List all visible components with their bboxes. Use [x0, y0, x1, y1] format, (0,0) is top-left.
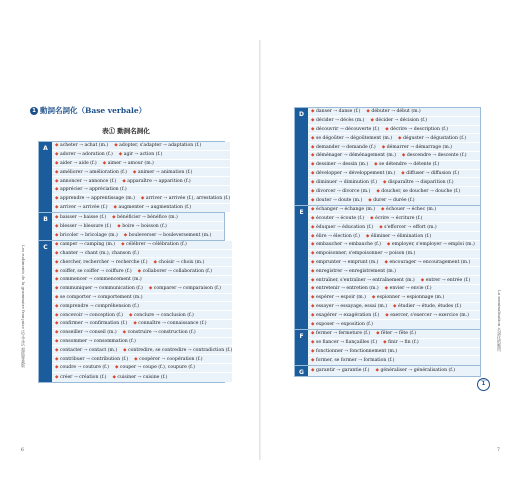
bullet-icon: ◆ — [311, 303, 315, 309]
vocab-entry: diminuer → diminution (f.) — [315, 179, 378, 185]
vocab-entry: déménager → déménagement (m.) — [315, 153, 396, 159]
vocab-entry: emprunter → emprunt (m.) — [315, 259, 379, 265]
vocab-entry: généraliser → généralisation (f.) — [380, 368, 456, 373]
table-row — [308, 356, 480, 365]
bullet-icon: ◆ — [55, 232, 59, 238]
vocab-entry: débuter → début (m.) — [371, 109, 421, 115]
vocab-entry: enregistrer → enregistrement (m.) — [315, 268, 396, 274]
vocab-entry: durer → durée (f.) — [373, 197, 415, 203]
bullet-icon: ◆ — [311, 331, 315, 337]
left-vocab-table — [38, 141, 233, 383]
bullet-icon: ◆ — [117, 223, 121, 229]
vocab-entry: décider → décès (m.) — [315, 118, 365, 124]
bullet-icon: ◆ — [383, 179, 387, 185]
table-row — [308, 303, 480, 312]
vocab-entry: coopérer → coopération (f.) — [139, 356, 203, 362]
bullet-icon: ◆ — [311, 179, 315, 185]
vocab-entry: se fiancer → fiançailles (f.) — [315, 340, 378, 346]
table-row — [52, 311, 232, 320]
bullet-icon: ◆ — [55, 242, 59, 248]
vocab-entry: annoncer → annonce (f.) — [59, 178, 117, 184]
bullet-icon: ◆ — [420, 277, 425, 283]
table-row — [308, 178, 480, 187]
vocab-entry: entretenir → entretien (m.) — [315, 286, 379, 292]
vocab-entry: agir → action (f.) — [123, 152, 163, 158]
section-letter: G — [295, 366, 308, 376]
table-row — [52, 222, 224, 231]
bullet-icon: ◆ — [311, 322, 315, 328]
bullet-icon: ◆ — [140, 196, 145, 202]
vocab-entry: garantir → garantie (f.) — [315, 368, 370, 373]
bullet-icon: ◆ — [55, 303, 59, 309]
table-row — [308, 330, 480, 339]
vocab-entry: écrire → écriture (f.) — [375, 215, 423, 221]
table-row — [52, 213, 224, 222]
bullet-icon: ◆ — [122, 178, 126, 184]
bullet-icon: ◆ — [368, 197, 372, 203]
vocab-entry: contribuer → contribution (f.) — [59, 356, 129, 362]
table-row — [52, 355, 232, 364]
vocab-entry: démarrer → démarrage (m.) — [386, 144, 452, 150]
bullet-icon: ◆ — [311, 153, 315, 159]
vocab-entry: communiquer → communication (f.) — [59, 286, 143, 292]
vocab-entry: essayer → essayage, essai (m.) — [315, 303, 388, 309]
bullet-icon: ◆ — [311, 368, 315, 373]
right-page-number: 7 — [497, 448, 500, 453]
vocab-entry: employer, s'employer → emploi (m.) — [391, 242, 475, 248]
vocab-entry: acheter → achat (m.) — [59, 143, 109, 149]
vocab-entry: arriver → arrivée (f.), arrestation (f.) — [145, 196, 231, 202]
table-row — [308, 241, 480, 250]
vocab-entry: confirmer → confirmation (f.) — [59, 321, 128, 327]
vocab-entry: chanter → chant (m.), chanson (f.) — [59, 250, 139, 256]
bullet-icon: ◆ — [311, 162, 315, 168]
lesson-badge — [477, 378, 490, 391]
bullet-icon: ◆ — [311, 251, 315, 257]
vocab-entry: contredire, se contredire → contradiction (f.) — [128, 347, 233, 353]
letter-section-f — [295, 330, 480, 366]
table-row — [308, 250, 480, 259]
vocab-entry: fonctionner → fonctionnement (m.) — [315, 348, 398, 354]
bullet-icon: ◆ — [374, 162, 378, 168]
vocab-entry: décrire → description (f.) — [390, 126, 449, 132]
bullet-icon: ◆ — [385, 126, 389, 132]
table-row — [52, 320, 232, 329]
bullet-icon: ◆ — [55, 365, 59, 371]
bullet-icon: ◆ — [148, 286, 153, 292]
bullet-icon: ◆ — [55, 178, 59, 184]
bullet-icon: ◆ — [132, 169, 137, 175]
section-rows — [52, 142, 230, 212]
bullet-icon: ◆ — [55, 259, 59, 265]
bullet-icon: ◆ — [112, 374, 116, 380]
bullet-icon: ◆ — [55, 312, 59, 318]
vocab-entry: entrer → entrée (f.) — [425, 277, 471, 283]
bullet-icon: ◆ — [370, 215, 374, 221]
vocab-entry: dessiner → dessin (m.) — [315, 162, 369, 168]
vocab-entry: descendre → descente (f.) — [406, 153, 467, 159]
bullet-icon: ◆ — [137, 268, 142, 274]
bullet-icon: ◆ — [311, 118, 315, 124]
vocab-entry: danser → danse (f.) — [315, 109, 361, 115]
letter-section-d — [295, 108, 480, 206]
table-row — [52, 294, 232, 303]
vocab-entry: aimer → amour (m.) — [107, 160, 154, 166]
bullet-icon: ◆ — [55, 223, 59, 229]
table-row — [308, 108, 480, 117]
bullet-icon: ◆ — [55, 347, 59, 353]
bullet-icon: ◆ — [398, 135, 402, 141]
bullet-icon: ◆ — [133, 321, 137, 327]
table-row — [308, 134, 480, 143]
bullet-icon: ◆ — [384, 286, 389, 292]
vocab-entry: espérer → espoir (m.) — [315, 295, 366, 301]
bullet-icon: ◆ — [384, 259, 388, 265]
vocab-entry: construire → construction (f.) — [127, 330, 196, 336]
vocab-entry: diffuser → diffusion (f.) — [406, 170, 460, 176]
vocab-entry: échouer → échec (m.) — [385, 207, 437, 213]
bullet-icon: ◆ — [55, 294, 59, 300]
table-row — [52, 151, 230, 160]
table-title: 表① 動詞名詞化 — [102, 127, 150, 135]
bullet-icon: ◆ — [376, 188, 380, 194]
vocab-entry: bricoler → bricolage (m.) — [59, 232, 118, 238]
vocab-entry: boire → boisson (f.) — [122, 223, 167, 229]
table-row — [308, 366, 480, 375]
section-title — [30, 105, 146, 116]
bullet-icon: ◆ — [393, 303, 397, 309]
bullet-icon: ◆ — [311, 207, 315, 213]
bullet-icon: ◆ — [55, 268, 59, 274]
table-row — [308, 267, 480, 276]
table-row — [52, 204, 230, 213]
bullet-icon: ◆ — [401, 153, 406, 159]
vocab-entry: former, se former → formation (f.) — [315, 358, 395, 364]
vocab-entry: conseiller → conseil (m.) — [59, 330, 117, 336]
vocab-entry: déguster → dégustation (f.) — [402, 135, 466, 141]
vocab-entry: se détendre → détente (f.) — [379, 162, 440, 168]
bullet-icon: ◆ — [386, 242, 391, 248]
section-rows — [308, 330, 480, 365]
table-row — [52, 267, 232, 276]
bullet-icon: ◆ — [55, 169, 59, 175]
vocab-entry: doucher, se doucher → douche (f.) — [381, 188, 461, 194]
bullet-icon: ◆ — [311, 268, 315, 274]
bullet-icon: ◆ — [55, 286, 59, 292]
bullet-icon: ◆ — [311, 233, 315, 239]
vocab-entry: étudier → étude, études (f.) — [397, 303, 462, 309]
vocab-entry: coudre → couture (f.) — [59, 365, 109, 371]
vocab-entry: améliorer → amélioration (f.) — [59, 169, 127, 175]
table-row — [52, 276, 232, 285]
section-number: 1 — [30, 107, 38, 115]
table-row — [308, 223, 480, 232]
bullet-icon: ◆ — [371, 295, 376, 301]
table-row — [308, 259, 480, 268]
vocab-entry: embaucher → embauche (f.) — [315, 242, 381, 248]
bullet-icon: ◆ — [113, 205, 117, 211]
letter-section-b — [39, 213, 224, 240]
bullet-icon: ◆ — [311, 312, 315, 318]
bullet-icon: ◆ — [370, 118, 374, 124]
bullet-icon: ◆ — [365, 233, 370, 239]
vocab-entry: envier → envie (f.) — [389, 286, 432, 292]
bullet-icon: ◆ — [123, 232, 128, 238]
bullet-icon: ◆ — [55, 160, 59, 166]
vocab-entry: aider → aide (f.) — [59, 160, 97, 166]
left-page-number: 6 — [21, 448, 24, 453]
table-row — [52, 186, 230, 195]
section-rows — [308, 366, 480, 376]
vocab-entry: élire → élection (f.) — [315, 233, 360, 239]
table-row — [308, 187, 480, 196]
vocab-entry: couper → coupe (f.), coupure (f.) — [119, 365, 195, 371]
bullet-icon: ◆ — [55, 187, 59, 193]
vocab-entry: empoisonner, s'empoisonner → poison (m.) — [315, 251, 416, 257]
vocab-entry: coiffer, se coiffer → coiffure (f.) — [59, 268, 132, 274]
bullet-icon: ◆ — [311, 340, 315, 346]
table-row — [308, 285, 480, 294]
bullet-icon: ◆ — [134, 356, 138, 362]
bullet-icon: ◆ — [55, 374, 59, 380]
bullet-icon: ◆ — [385, 312, 389, 318]
bullet-icon: ◆ — [311, 277, 315, 283]
bullet-icon: ◆ — [311, 224, 315, 230]
section-rows — [52, 213, 224, 239]
right-running-head: La nominalisation 名詞化的應用 — [497, 290, 502, 352]
bullet-icon: ◆ — [114, 365, 119, 371]
vocab-entry: fermer → fermeture (f.) — [315, 331, 371, 337]
bullet-icon: ◆ — [55, 196, 59, 202]
table-row — [52, 250, 232, 259]
table-row — [308, 339, 480, 348]
table-row — [52, 364, 232, 373]
bullet-icon: ◆ — [311, 135, 315, 141]
table-row — [52, 160, 230, 169]
vocab-entry: éliminer → élimination (f.) — [370, 233, 432, 239]
vocab-entry: camper → camping (m.) — [59, 242, 116, 248]
table-row — [308, 320, 480, 329]
vocab-entry: finir → fin (f.) — [388, 340, 419, 346]
vocab-entry: animer → animation (f.) — [137, 169, 193, 175]
table-row — [308, 294, 480, 303]
bullet-icon: ◆ — [112, 214, 116, 220]
bullet-icon: ◆ — [55, 330, 59, 336]
section-title-text: 動詞名詞化（Base verbale） — [40, 106, 147, 115]
section-letter: F — [295, 330, 308, 365]
bullet-icon: ◆ — [122, 330, 127, 336]
vocab-entry: connaître → connaissance (f.) — [138, 321, 207, 327]
bullet-icon: ◆ — [375, 368, 379, 373]
vocab-entry: encourager → encouragement (m.) — [389, 259, 471, 265]
bullet-icon: ◆ — [55, 250, 59, 256]
vocab-entry: échanger → échange (m.) — [315, 207, 376, 213]
vocab-entry: entraîner, s'entraîner → entraînement (m.) — [315, 277, 415, 283]
vocab-entry: comparer → comparaison (f.) — [153, 286, 221, 292]
letter-section-g — [295, 366, 480, 376]
lesson-badge-number: 1 — [481, 380, 486, 387]
left-running-head: Les rudiments de la grammaire française 法文文法 超級專業版 — [21, 245, 26, 368]
section-letter: C — [39, 241, 52, 382]
vocab-entry: se dégoûter → dégoûtement (m.) — [315, 135, 392, 141]
bullet-icon: ◆ — [381, 207, 385, 213]
vocab-entry: arriver → arrivée (f.) — [59, 205, 108, 211]
bullet-icon: ◆ — [311, 259, 315, 265]
bullet-icon: ◆ — [311, 215, 315, 221]
section-rows — [52, 241, 232, 382]
vocab-entry: apprendre → apprentissage (m.) — [59, 196, 135, 202]
table-row — [308, 311, 480, 320]
bullet-icon: ◆ — [311, 242, 315, 248]
vocab-entry: célébrer → célébration (f.) — [126, 242, 187, 248]
vocab-entry: conclure → conclusion (f.) — [133, 312, 194, 318]
bullet-icon: ◆ — [102, 160, 107, 166]
bullet-icon: ◆ — [311, 358, 315, 364]
vocab-entry: adopter, s'adapter → adaptation (f.) — [119, 143, 202, 149]
vocab-entry: blesser → blessure (f.) — [59, 223, 112, 229]
letter-section-e — [295, 206, 480, 330]
vocab-entry: consommer → consommation (f.) — [59, 338, 136, 344]
vocab-entry: contacter → contact (m.) — [59, 347, 118, 353]
vocab-entry: découvrir → découverte (f.) — [315, 126, 380, 132]
vocab-entry: développer → développement (m.) — [315, 170, 396, 176]
bullet-icon: ◆ — [311, 348, 315, 354]
bullet-icon: ◆ — [383, 340, 387, 346]
bullet-icon: ◆ — [55, 338, 59, 344]
vocab-entry: apprécier → appréciation (f.) — [59, 187, 127, 193]
vocab-entry: chercher, rechercher → recherche (f.) — [59, 259, 148, 265]
table-row — [308, 161, 480, 170]
right-vocab-table — [294, 107, 481, 377]
bullet-icon: ◆ — [311, 197, 315, 203]
vocab-entry: exposer → exposition (f.) — [315, 322, 373, 328]
section-letter: A — [39, 142, 52, 212]
table-row — [308, 126, 480, 135]
vocab-entry: comprendre → compréhension (f.) — [59, 303, 139, 309]
lesson-badge-label: Leçon — [479, 378, 488, 382]
bullet-icon: ◆ — [311, 109, 315, 115]
bullet-icon: ◆ — [55, 143, 59, 149]
bullet-icon: ◆ — [311, 295, 315, 301]
vocab-entry: baisser → baisse (f.) — [59, 214, 107, 220]
table-row — [308, 117, 480, 126]
section-rows — [308, 108, 480, 205]
bullet-icon: ◆ — [381, 144, 386, 150]
vocab-entry: fêter → fête (f.) — [381, 331, 417, 337]
vocab-entry: décider → décision (f.) — [375, 118, 428, 124]
vocab-entry: éduquer → éducation (f.) — [315, 224, 374, 230]
section-letter: B — [39, 213, 52, 239]
vocab-entry: bouleverser → bouleversement (m.) — [128, 232, 212, 238]
table-row — [52, 241, 232, 250]
table-row — [52, 373, 232, 382]
bullet-icon: ◆ — [55, 356, 59, 362]
vocab-entry: concevoir → conception (f.) — [59, 312, 123, 318]
vocab-entry: espionner → espionnage (m.) — [376, 295, 445, 301]
table-row — [52, 285, 232, 294]
table-row — [308, 196, 480, 205]
bullet-icon: ◆ — [379, 224, 383, 230]
letter-section-c — [39, 241, 233, 382]
table-row — [308, 170, 480, 179]
table-row — [52, 195, 230, 204]
table-row — [308, 276, 480, 285]
table-row — [52, 302, 232, 311]
vocab-entry: cuisiner → cuisine (f.) — [117, 374, 168, 380]
table-row — [308, 152, 480, 161]
table-row — [52, 258, 232, 267]
vocab-entry: apparaître → apparition (f.) — [127, 178, 191, 184]
bullet-icon: ◆ — [376, 331, 380, 337]
vocab-entry: commencer → commencement (m.) — [59, 277, 142, 283]
bullet-icon: ◆ — [401, 170, 405, 176]
bullet-icon: ◆ — [55, 214, 59, 220]
bullet-icon: ◆ — [153, 259, 157, 265]
bullet-icon: ◆ — [55, 321, 59, 327]
vocab-entry: exercer, s'exercer → exercice (m.) — [390, 312, 469, 318]
vocab-entry: exagérer → exagération (f.) — [315, 312, 380, 318]
vocab-entry: créer → création (f.) — [59, 374, 107, 380]
bullet-icon: ◆ — [311, 126, 315, 132]
bullet-icon: ◆ — [311, 188, 315, 194]
vocab-entry: demander → demande (f.) — [315, 144, 376, 150]
vocab-entry: divorcer → divorce (m.) — [315, 188, 371, 194]
table-row — [52, 338, 232, 347]
vocab-entry: s'efforcer → effort (m.) — [384, 224, 437, 230]
table-row — [308, 232, 480, 241]
bullet-icon: ◆ — [128, 312, 133, 318]
table-row — [52, 168, 230, 177]
letter-section-a — [39, 142, 231, 213]
vocab-entry: se comporter → comportement (m.) — [59, 294, 143, 300]
book-gutter — [259, 40, 261, 460]
table-row — [52, 177, 230, 186]
bullet-icon: ◆ — [366, 109, 370, 115]
bullet-icon: ◆ — [55, 205, 59, 211]
bullet-icon: ◆ — [118, 152, 123, 158]
bullet-icon: ◆ — [123, 347, 127, 353]
vocab-entry: bénéficier → bénéfice (m.) — [117, 214, 178, 220]
table-row — [308, 348, 480, 357]
vocab-entry: choisir → choix (m.) — [158, 259, 205, 265]
vocab-entry: augmenter → augmentation (f.) — [118, 205, 192, 211]
table-row — [308, 206, 480, 215]
vocab-entry: collaborer → collaboration (f.) — [142, 268, 212, 274]
table-row — [308, 215, 480, 224]
vocab-entry: écouter → écoute (f.) — [315, 215, 365, 221]
bullet-icon: ◆ — [311, 286, 315, 292]
vocab-entry: disparaître → disparition (f.) — [388, 179, 454, 185]
vocab-entry: douter → doute (m.) — [315, 197, 363, 203]
table-row — [52, 142, 230, 151]
bullet-icon: ◆ — [121, 242, 125, 248]
table-row — [308, 143, 480, 152]
section-letter: E — [295, 206, 308, 329]
bullet-icon: ◆ — [55, 277, 59, 283]
section-rows — [308, 206, 480, 329]
bullet-icon: ◆ — [114, 143, 118, 149]
table-row — [52, 329, 232, 338]
table-row — [52, 231, 224, 240]
vocab-entry: adorer → adoration (f.) — [59, 152, 113, 158]
section-letter: D — [295, 108, 308, 205]
bullet-icon: ◆ — [55, 152, 59, 158]
bullet-icon: ◆ — [311, 144, 315, 150]
table-row — [52, 346, 232, 355]
bullet-icon: ◆ — [311, 170, 315, 176]
